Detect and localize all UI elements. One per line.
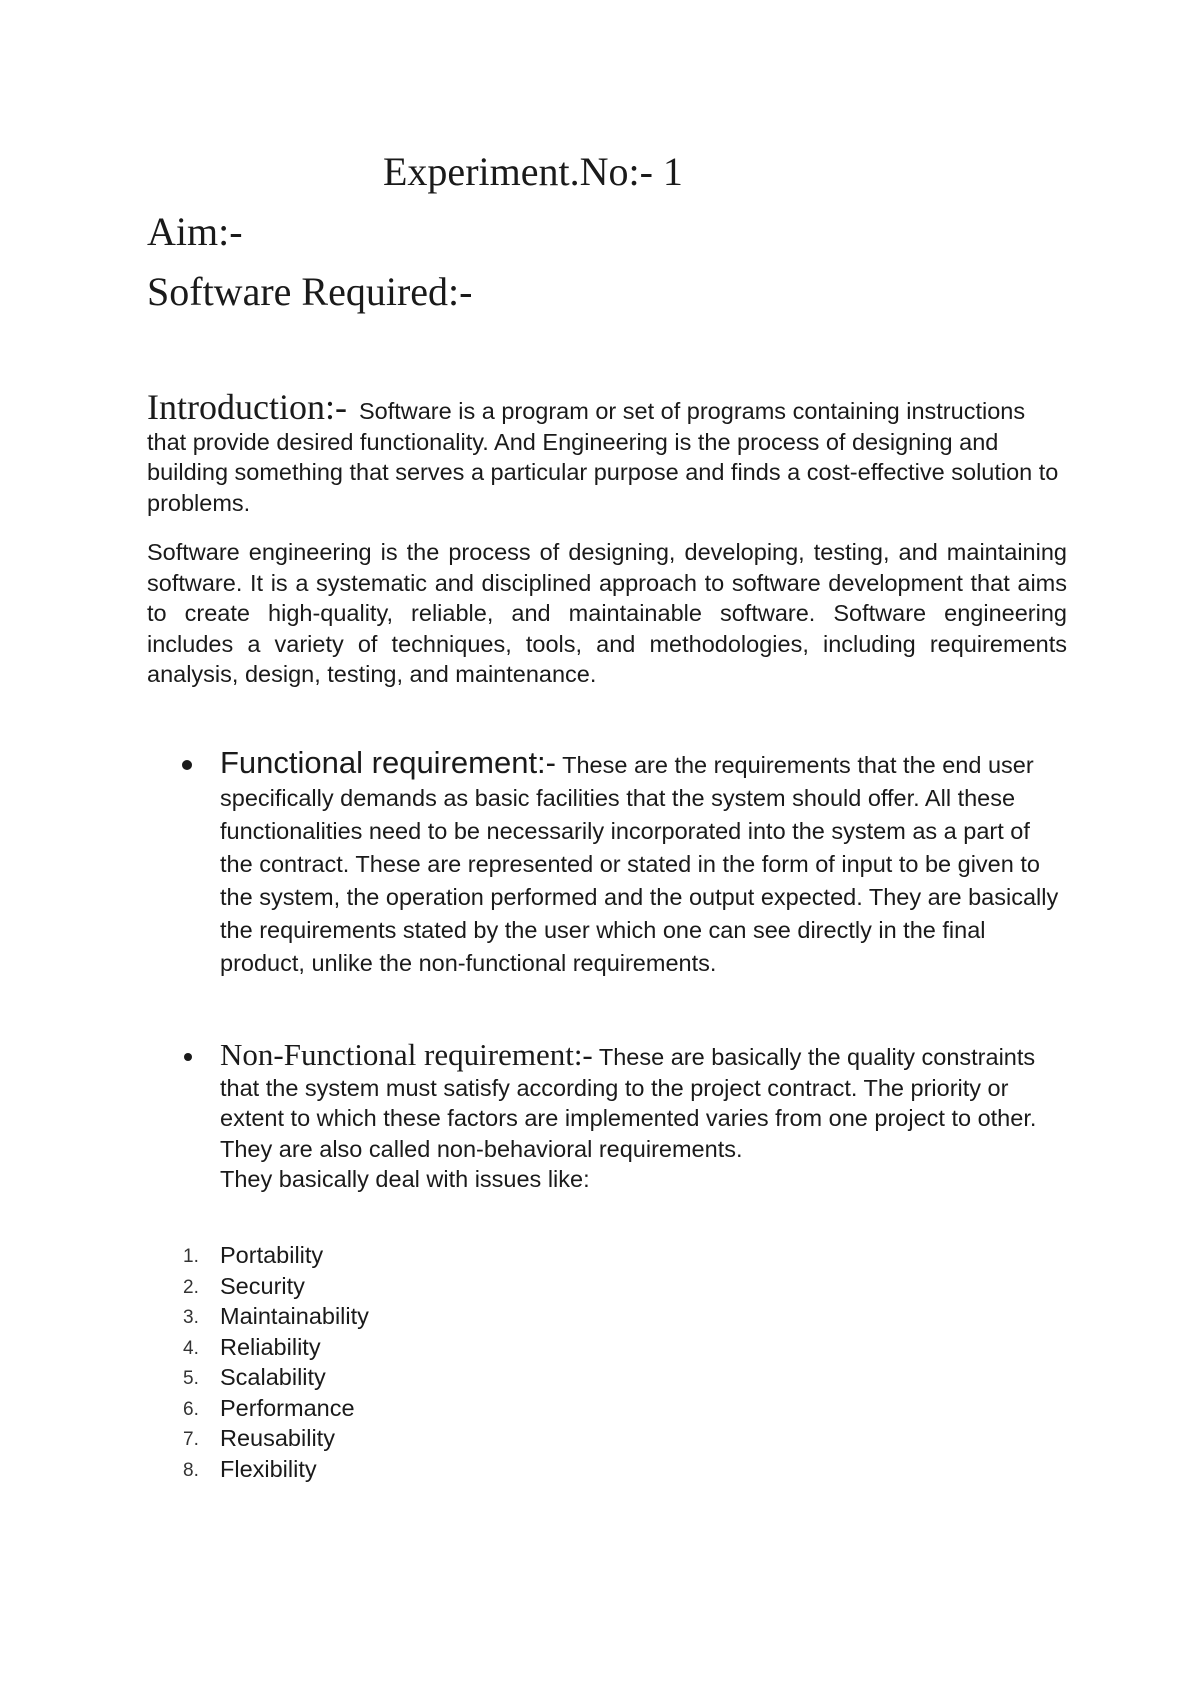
list-item (147, 1271, 747, 1302)
list-item-number: 6. (183, 1398, 199, 1420)
list-item-number: 4. (183, 1337, 199, 1359)
list-item-label: Flexibility (220, 1455, 317, 1482)
non-functional-requirement-text: These are basically the quality constraints that the system must satisfy according to the project contract. The priority or extent to which these factors are implemented varies from one project to other. They are also called non-behavioral requirements. (220, 1044, 1037, 1162)
issues-intro-text: They basically deal with issues like: (220, 1166, 590, 1192)
bullet-dot-icon (182, 760, 192, 770)
list-item-label: Maintainability (220, 1303, 369, 1329)
software-engineering-paragraph: Software engineering is the process of designing, developing, testing, and maintaining software. It is a systematic and disciplined approach to software development that aims to create high-quality, reliable, and maintainable software. Software engineering includes a variety of techniques, tools, and methodologies, including requirements analysis, design, testing, and maintenance. (147, 539, 1067, 687)
functional-requirement-item (220, 746, 1060, 980)
functional-requirement-text: These are the requirements that the end user specifically demands as basic facilities that the system should offer. All these functionalities need to be necessarily incorporated into the system as a part of the contract. These are represented or stated in the form of input to be given to the system, the operation performed and the output expected. They are basically the requirements stated by the user which one can see directly in the final product, unlike the non-functional requirements. (220, 752, 1059, 976)
aim-heading: Aim:- (147, 209, 243, 254)
list-item (147, 1454, 747, 1485)
introduction-paragraph (147, 387, 1067, 518)
non-functional-requirement-item (220, 1037, 1060, 1195)
quality-issues-list (147, 1240, 747, 1484)
list-item (147, 1393, 747, 1424)
introduction-text: Software is a program or set of programs containing instructions that provide desired functionality. And Engineering is the process of designing and building something that serves a particular purpose and finds a cost-effective solution to problems. (147, 398, 1059, 516)
list-item-number: 3. (183, 1307, 199, 1328)
non-functional-requirement-label: Non-Functional requirement:- (220, 1037, 593, 1072)
list-item (147, 1240, 747, 1271)
list-item-number: 7. (183, 1429, 199, 1450)
page-title: Experiment.No:- 1 (383, 149, 683, 194)
software-required-heading: Software Required:- (147, 269, 473, 314)
list-item-label: Performance (220, 1394, 355, 1421)
list-item-number: 2. (183, 1276, 199, 1298)
list-item (147, 1301, 747, 1332)
list-item-label: Reliability (220, 1333, 321, 1360)
list-item-label: Security (220, 1272, 305, 1299)
list-item-label: Portability (220, 1242, 324, 1268)
list-item-label: Scalability (220, 1364, 326, 1390)
list-item-number: 5. (183, 1368, 199, 1389)
introduction-label: Introduction:- (147, 387, 347, 427)
functional-requirement-label: Functional requirement:- (220, 745, 556, 780)
list-item-number: 8. (183, 1459, 199, 1481)
list-item (147, 1362, 747, 1393)
list-item (147, 1332, 747, 1363)
list-item-number: 1. (183, 1246, 199, 1267)
list-item-label: Reusability (220, 1425, 335, 1451)
list-item (147, 1423, 747, 1454)
bullet-dot-icon (184, 1053, 192, 1061)
